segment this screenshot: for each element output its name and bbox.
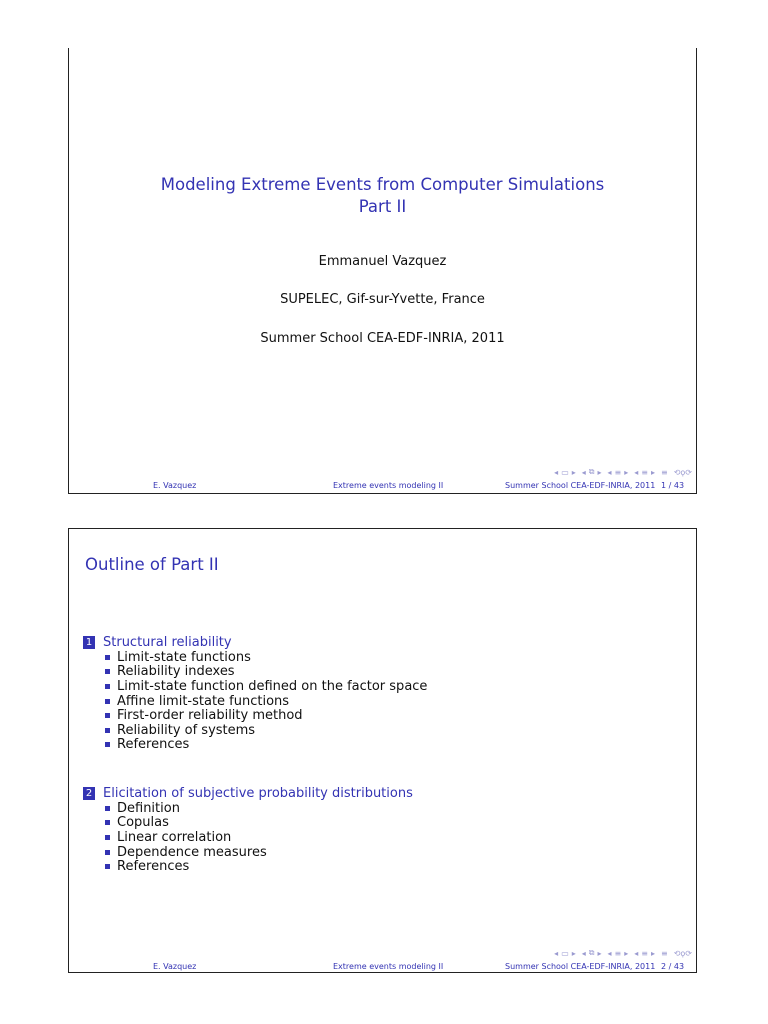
section-icon[interactable]: ≡	[641, 948, 648, 958]
section-heading[interactable]	[83, 786, 413, 801]
section-forward-icon[interactable]: ▸	[624, 467, 629, 477]
subsection-icon[interactable]: ⧉	[588, 948, 595, 957]
title-line-1: Modeling Extreme Events from Computer Simulations	[160, 175, 605, 194]
frame-back-icon[interactable]: ◂	[554, 467, 559, 477]
list-item[interactable]: References	[83, 738, 427, 753]
footer-short-title: Extreme events modeling II	[333, 962, 444, 971]
square-bullet-icon	[105, 655, 110, 660]
square-bullet-icon	[105, 728, 110, 733]
institute: SUPELEC, Gif-sur-Yvette, France	[280, 292, 485, 307]
section-icon[interactable]: ≡	[614, 948, 622, 958]
subsection-icon[interactable]: ⧉	[588, 467, 595, 476]
square-bullet-icon	[105, 713, 110, 718]
section-title: Structural reliability	[103, 635, 232, 650]
subsection-list	[83, 801, 413, 874]
square-bullet-icon	[105, 864, 110, 869]
section-back-icon[interactable]: ◂	[634, 948, 639, 958]
section-back-icon[interactable]: ◂	[634, 467, 639, 477]
presentation-title	[69, 174, 696, 218]
section-back-icon[interactable]: ◂	[607, 467, 612, 477]
subsection-forward-icon[interactable]: ▸	[597, 948, 602, 958]
frame-forward-icon[interactable]: ▸	[571, 467, 576, 477]
list-item[interactable]: Linear correlation	[83, 830, 413, 845]
section-forward-icon[interactable]: ▸	[650, 948, 655, 958]
outline-slide	[68, 528, 697, 973]
frame-icon[interactable]: ▭	[561, 467, 569, 477]
outline-section-2	[83, 786, 413, 874]
list-item[interactable]: Affine limit-state functions	[83, 694, 427, 709]
square-bullet-icon	[105, 742, 110, 747]
section-number-badge: 2	[83, 787, 95, 800]
footer	[69, 962, 696, 974]
footer	[69, 481, 696, 493]
footer-author: E. Vazquez	[153, 962, 197, 971]
square-bullet-icon	[105, 699, 110, 704]
document-icon[interactable]: ≡	[660, 948, 668, 958]
list-item[interactable]: Reliability of systems	[83, 723, 427, 738]
list-item[interactable]: Limit-state function defined on the factor space	[83, 679, 427, 694]
list-item[interactable]: References	[83, 859, 413, 874]
list-item[interactable]: First-order reliability method	[83, 708, 427, 723]
document-icon[interactable]: ≡	[660, 467, 668, 477]
title-slide	[68, 48, 697, 494]
frame-title: Outline of Part II	[85, 555, 219, 574]
footer-page-number: 2 / 43	[661, 962, 685, 971]
frame-forward-icon[interactable]: ▸	[571, 948, 576, 958]
frame-icon[interactable]: ▭	[561, 948, 569, 958]
outline-section-1	[83, 635, 427, 752]
section-forward-icon[interactable]: ▸	[624, 948, 629, 958]
section-back-icon[interactable]: ◂	[607, 948, 612, 958]
square-bullet-icon	[105, 850, 110, 855]
section-number-badge: 1	[83, 636, 95, 649]
subsection-back-icon[interactable]: ◂	[581, 467, 586, 477]
title-line-2: Part II	[358, 197, 407, 216]
square-bullet-icon	[105, 684, 110, 689]
square-bullet-icon	[105, 806, 110, 811]
list-item[interactable]: Definition	[83, 801, 413, 816]
footer-event: Summer School CEA-EDF-INRIA, 2011	[505, 962, 656, 971]
section-title: Elicitation of subjective probability distributions	[103, 786, 413, 801]
navigation-bar	[554, 466, 692, 478]
subsection-forward-icon[interactable]: ▸	[597, 467, 602, 477]
section-icon[interactable]: ≡	[614, 467, 622, 477]
search-icon[interactable]: ⟲ϙ⟳	[673, 467, 692, 477]
footer-event: Summer School CEA-EDF-INRIA, 2011	[505, 481, 656, 490]
list-item[interactable]: Copulas	[83, 816, 413, 831]
navigation-bar	[554, 947, 692, 959]
search-icon[interactable]: ⟲ϙ⟳	[673, 948, 692, 958]
subsection-back-icon[interactable]: ◂	[581, 948, 586, 958]
subsection-list	[83, 650, 427, 752]
square-bullet-icon	[105, 820, 110, 825]
author: Emmanuel Vazquez	[318, 254, 447, 269]
list-item[interactable]: Limit-state functions	[83, 650, 427, 665]
square-bullet-icon	[105, 669, 110, 674]
section-heading[interactable]	[83, 635, 427, 650]
frame-back-icon[interactable]: ◂	[554, 948, 559, 958]
footer-page-number: 1 / 43	[661, 481, 685, 490]
footer-short-title: Extreme events modeling II	[333, 481, 444, 490]
section-icon[interactable]: ≡	[641, 467, 648, 477]
list-item[interactable]: Reliability indexes	[83, 665, 427, 680]
section-forward-icon[interactable]: ▸	[650, 467, 655, 477]
footer-author: E. Vazquez	[153, 481, 197, 490]
square-bullet-icon	[105, 835, 110, 840]
list-item[interactable]: Dependence measures	[83, 845, 413, 860]
date: Summer School CEA-EDF-INRIA, 2011	[260, 331, 505, 346]
